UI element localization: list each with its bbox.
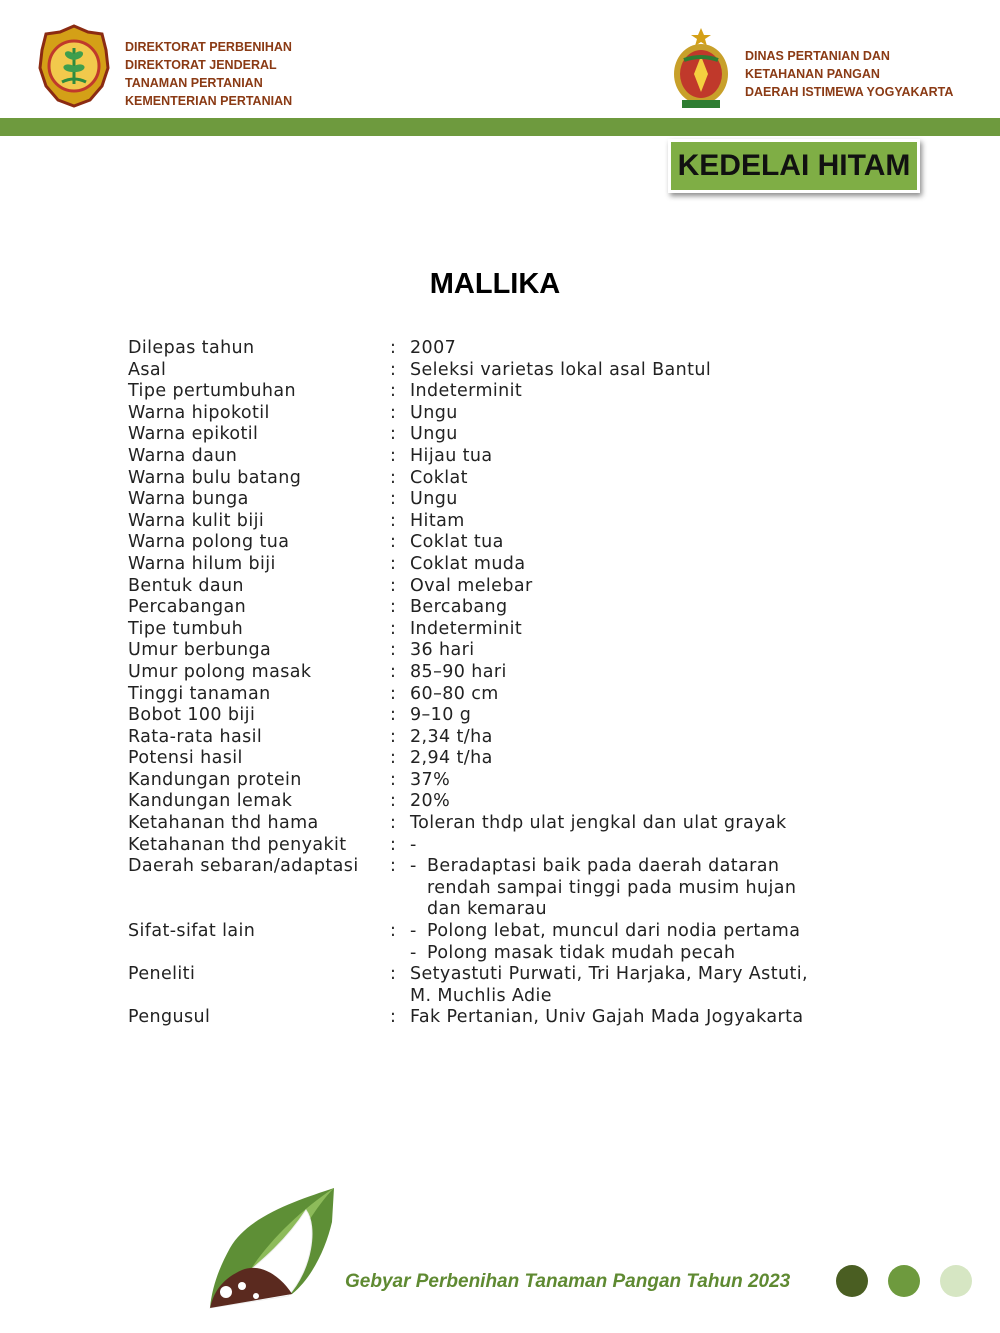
spec-value: Seleksi varietas lokal asal Bantul — [410, 359, 712, 380]
spec-value: Coklat tua — [410, 532, 504, 553]
spec-label: Daerah sebaran/adaptasi — [128, 856, 359, 877]
spec-label: Percabangan — [128, 597, 247, 618]
spec-label: Potensi hasil — [128, 748, 243, 769]
spec-row — [128, 791, 828, 813]
spec-value: - — [410, 834, 417, 855]
spec-value: Toleran thdp ulat jengkal dan ulat grayak — [410, 813, 787, 834]
spec-value: 60–80 cm — [410, 683, 499, 704]
spec-row — [128, 856, 828, 921]
spec-row — [128, 338, 828, 360]
spec-value: 2,94 t/ha — [410, 748, 493, 769]
bullet-dash: - — [410, 856, 417, 877]
spec-label: Tipe pertumbuhan — [128, 381, 297, 402]
spec-bullet — [410, 856, 828, 921]
ministry-name-line: TANAMAN PERTANIAN — [125, 76, 263, 90]
header-divider-bar — [0, 118, 1000, 136]
spec-colon: : — [390, 1007, 397, 1028]
spec-colon: : — [390, 402, 397, 423]
spec-colon: : — [390, 575, 397, 596]
spec-value: Hijau tua — [410, 445, 493, 466]
spec-label: Kandungan lemak — [128, 791, 293, 812]
spec-value: Indeterminit — [410, 381, 523, 402]
spec-colon: : — [390, 921, 397, 942]
spec-value: 37% — [410, 769, 451, 790]
spec-label: Warna daun — [128, 445, 238, 466]
spec-value: Bercabang — [410, 597, 508, 618]
spec-label: Asal — [128, 359, 167, 380]
spec-row — [128, 684, 828, 706]
seed-leaf-logo-icon — [208, 1186, 338, 1311]
spec-colon: : — [390, 467, 397, 488]
spec-colon: : — [390, 834, 397, 855]
spec-row — [128, 1007, 828, 1029]
spec-row — [128, 619, 828, 641]
spec-colon: : — [390, 489, 397, 510]
spec-label: Warna kulit biji — [128, 510, 265, 531]
spec-row — [128, 381, 828, 403]
spec-label: Warna epikotil — [128, 424, 259, 445]
spec-row — [128, 727, 828, 749]
spec-colon: : — [390, 338, 397, 358]
bullet-dash: - — [410, 921, 417, 942]
footer-dot-dark — [836, 1265, 868, 1297]
spec-colon: : — [390, 726, 397, 747]
spec-label: Umur polong masak — [128, 661, 312, 682]
spec-colon: : — [390, 856, 397, 877]
spec-value: 2007 — [410, 338, 457, 358]
spec-value: 85–90 hari — [410, 661, 507, 682]
spec-colon: : — [390, 640, 397, 661]
ministry-name-line: DIREKTORAT JENDERAL — [125, 58, 277, 72]
spec-row — [128, 446, 828, 468]
spec-row — [128, 813, 828, 835]
bullet-text: Polong lebat, muncul dari nodia pertama — [427, 921, 801, 942]
spec-row — [128, 770, 828, 792]
spec-colon: : — [390, 791, 397, 812]
spec-row — [128, 576, 828, 598]
spec-label: Ketahanan thd hama — [128, 813, 319, 834]
agency-name-line: DINAS PERTANIAN DAN — [745, 49, 890, 63]
spec-label: Rata-rata hasil — [128, 726, 263, 747]
spec-row — [128, 554, 828, 576]
spec-value: Coklat muda — [410, 553, 526, 574]
spec-row — [128, 403, 828, 425]
spec-row — [128, 511, 828, 533]
spec-value: Indeterminit — [410, 618, 523, 639]
spec-row — [128, 921, 828, 964]
spec-colon: : — [390, 359, 397, 380]
spec-value: Ungu — [410, 489, 458, 510]
agency-name-line: KETAHANAN PANGAN — [745, 67, 880, 81]
spec-row — [128, 964, 828, 1007]
spec-row — [128, 360, 828, 382]
spec-label: Umur berbunga — [128, 640, 272, 661]
spec-row — [128, 705, 828, 727]
spec-colon: : — [390, 532, 397, 553]
variety-title: MALLIKA — [429, 268, 561, 300]
spec-colon: : — [390, 661, 397, 682]
spec-bullet — [410, 921, 828, 943]
spec-value: Fak Pertanian, Univ Gajah Mada Jogyakarta — [410, 1007, 804, 1028]
spec-row — [128, 597, 828, 619]
ministry-emblem-icon — [38, 24, 110, 108]
spec-row — [128, 489, 828, 511]
spec-row — [128, 835, 828, 857]
spec-colon: : — [390, 748, 397, 769]
spec-label: Tipe tumbuh — [128, 618, 244, 639]
spec-value: 9–10 g — [410, 705, 472, 726]
spec-colon: : — [390, 705, 397, 726]
spec-label: Bentuk daun — [128, 575, 244, 596]
spec-label: Warna bunga — [128, 489, 249, 510]
spec-row — [128, 424, 828, 446]
spec-label: Warna hilum biji — [128, 553, 276, 574]
spec-table — [128, 338, 828, 1029]
spec-bullet — [410, 943, 828, 965]
spec-label: Kandungan protein — [128, 769, 302, 790]
category-badge: KEDELAI HITAM — [668, 139, 920, 193]
spec-colon: : — [390, 381, 397, 402]
spec-value: Hitam — [410, 510, 465, 531]
spec-label: Bobot 100 biji — [128, 705, 256, 726]
spec-colon: : — [390, 424, 397, 445]
spec-value: Ungu — [410, 402, 458, 423]
spec-colon: : — [390, 510, 397, 531]
ministry-name-line: DIREKTORAT PERBENIHAN — [125, 40, 292, 54]
footer-dot-light — [940, 1265, 972, 1297]
agency-name-line: DAERAH ISTIMEWA YOGYAKARTA — [745, 85, 954, 99]
spec-colon: : — [390, 597, 397, 618]
ministry-name-line: KEMENTERIAN PERTANIAN — [125, 94, 293, 108]
spec-value: 2,34 t/ha — [410, 726, 493, 747]
spec-label: Peneliti — [128, 964, 196, 985]
spec-value: Coklat — [410, 467, 468, 488]
bullet-dash: - — [410, 942, 417, 963]
spec-colon: : — [390, 964, 397, 985]
footer-dot-medium — [888, 1265, 920, 1297]
spec-colon: : — [390, 553, 397, 574]
spec-value: 20% — [410, 791, 451, 812]
spec-value: Oval melebar — [410, 575, 533, 596]
bullet-text: Beradaptasi baik pada daerah dataran rendah sampai tinggi pada musim hujan dan kemarau — [427, 856, 797, 920]
spec-row — [128, 532, 828, 554]
bullet-text: Polong masak tidak mudah pecah — [427, 942, 736, 963]
spec-value — [410, 856, 828, 921]
spec-label: Warna bulu batang — [128, 467, 302, 488]
spec-colon: : — [390, 618, 397, 639]
spec-label: Ketahanan thd penyakit — [128, 834, 347, 855]
ministry-name — [125, 38, 292, 110]
spec-label: Warna hipokotil — [128, 402, 270, 423]
spec-colon: : — [390, 769, 397, 790]
spec-row — [128, 468, 828, 490]
spec-colon: : — [390, 683, 397, 704]
spec-row — [128, 640, 828, 662]
spec-label: Warna polong tua — [128, 532, 290, 553]
spec-value: Ungu — [410, 424, 458, 445]
spec-label: Tinggi tanaman — [128, 683, 271, 704]
spec-label: Pengusul — [128, 1007, 211, 1028]
spec-row — [128, 662, 828, 684]
spec-row — [128, 748, 828, 770]
spec-colon: : — [390, 813, 397, 834]
spec-value — [410, 921, 828, 964]
provincial-agency-name — [745, 47, 953, 101]
spec-label: Dilepas tahun — [128, 338, 255, 358]
provincial-coat-of-arms-icon — [670, 26, 732, 110]
spec-value: 36 hari — [410, 640, 475, 661]
event-tagline: Gebyar Perbenihan Tanaman Pangan Tahun 2023 — [345, 1271, 791, 1292]
spec-label: Sifat-sifat lain — [128, 921, 256, 942]
spec-value: Setyastuti Purwati, Tri Harjaka, Mary Astuti, M. Muchlis Adie — [410, 964, 808, 1006]
spec-colon: : — [390, 445, 397, 466]
